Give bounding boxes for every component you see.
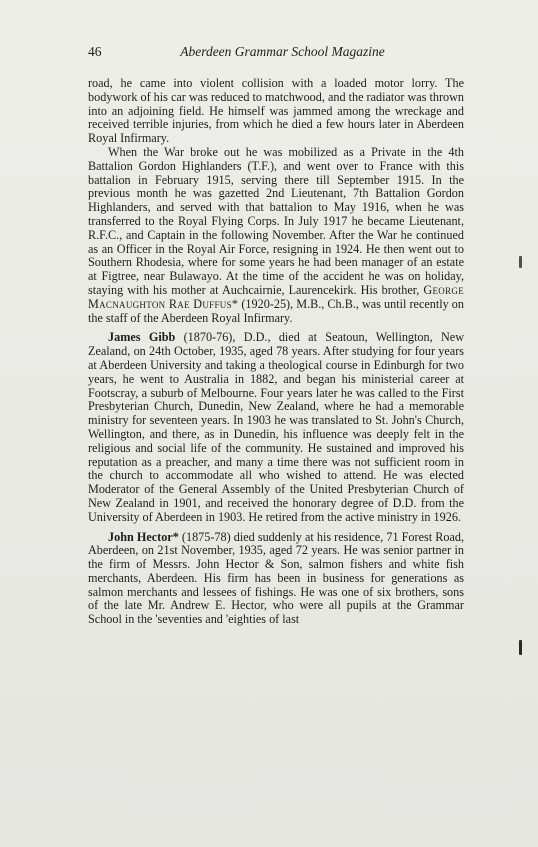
obituary-paragraph-continued: road, he came into violent collision with a loaded motor lorry. The bodywork of his car was reduced to matchwood, and the radiator was thrown into an adjoining field. He himself was jammed among the wreckage and received terrible injuries, from which he died a few hours later in Aberdeen Royal Infirmary. bbox=[88, 76, 465, 146]
obituary-text-hector: (1875-78) died suddenly at his residence, 71 Forest Road, Aberdeen, on 21st November, 1935, aged 72 years. He was senior partner in the firm of Messrs. John Hector & Son, salmon fishers and white fish merchants, Aberdeen. His firm has been in business for generations as salmon merchants and lessees of fishings. He was one of six brothers, sons of the late Mr. Andrew E. Hector, who were all pupils at the Grammar School in the 'seventies and 'eighties of last bbox=[88, 529, 464, 627]
obituary-name-gibb: James Gibb bbox=[108, 330, 176, 345]
obituary-hector bbox=[88, 531, 464, 628]
obituary-name-hector: John Hector* bbox=[108, 529, 179, 544]
page-number: 46 bbox=[88, 44, 102, 59]
obituary-gibb bbox=[88, 331, 464, 524]
obituary-paragraph-war-service bbox=[88, 146, 464, 325]
obituary-text-gibb: (1870-76), D.D., died at Seatoun, Wellington, New Zealand, on 24th October, 1935, aged 78 years. After studying for four years at Aberdeen University and taking a theological course in Edinburgh for two years, he went to Australia in 1882, and began his ministerial career at Footscray, a suburb of Melbourne. Four years later he was called to the First Presbyterian Church, Dunedin, New Zealand, where he had a memorable ministry for seventeen years. In 1903 he was translated to St. John's Church, Wellington, and there, as in Dunedin, his influence was deeply felt in the religious and social life of the community. He sustained and improved his reputation as a preacher, and many a time there was not sufficient room in the church to accommodate all who wished to attend. He was elected Moderator of the General Assembly of the United Presbyterian Church of New Zealand in 1901, and received the honorary degree of D.D. from the University of Aberdeen in 1903. He retired from the active ministry in 1926. bbox=[88, 330, 464, 524]
page-header bbox=[88, 44, 463, 62]
article-body bbox=[88, 77, 464, 627]
brother-name: George Macnaughton Rae Duffus* bbox=[88, 282, 464, 311]
margin-mark bbox=[519, 640, 522, 655]
margin-mark bbox=[519, 256, 522, 268]
war-service-text: When the War broke out he was mobilized as a Private in the 4th Battalion Gordon Highlanders (T.F.), and went over to France with this battalion in February 1915, serving there till September 1915. In the previous month he was gazetted 2nd Lieutenant, 7th Battalion Gordon Highlanders, and served with that battalion to May 1916, when he was transferred to the Royal Flying Corps. In July 1917 he became Lieutenant, R.F.C., and Captain in the following November. After the War he continued as an Officer in the Royal Air Force, resigning in 1924. He then went out to Southern Rhodesia, where for some years he had been manager of an estate at Figtree, near Bulawayo. At the time of the accident he was on holiday, staying with his mother at Auchcairnie, Laurencekirk. His brother, bbox=[88, 144, 464, 297]
running-title: Aberdeen Grammar School Magazine bbox=[180, 44, 385, 59]
brother-details: (1920-25), M.B., Ch.B., was until recently on the staff of the Aberdeen Royal Infirmary. bbox=[88, 296, 464, 325]
